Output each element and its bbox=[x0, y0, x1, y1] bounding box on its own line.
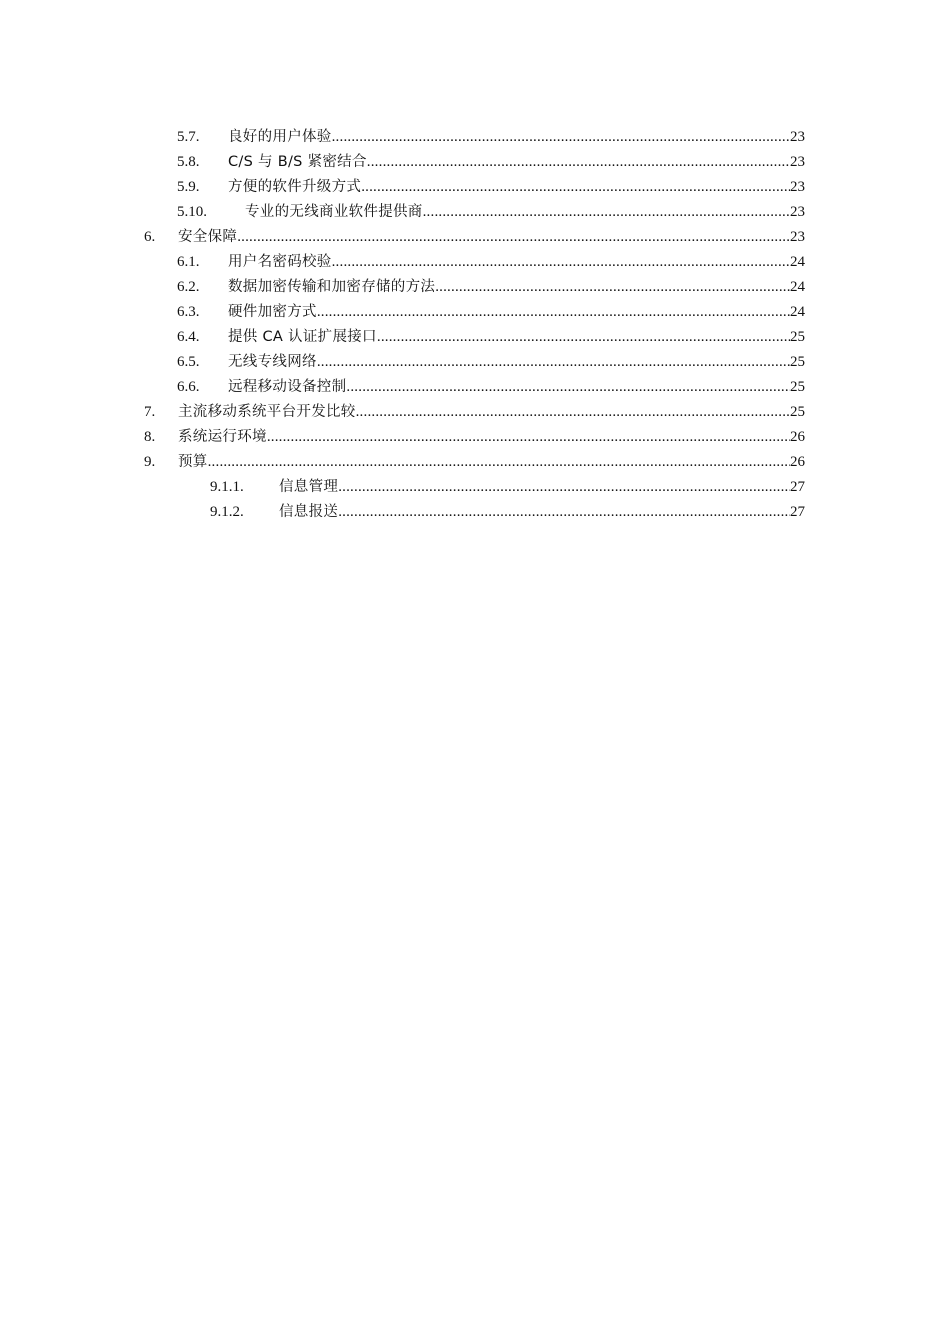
toc-entry-number: 9. bbox=[144, 454, 156, 470]
toc-entry-title: 方便的软件升级方式 bbox=[228, 179, 362, 195]
toc-entry-title: 系统运行环境 bbox=[178, 429, 267, 445]
toc-entry-number: 5.10. bbox=[177, 204, 207, 220]
toc-entry-title: 信息管理 bbox=[279, 479, 339, 495]
toc-entry-number: 6.4. bbox=[177, 329, 200, 345]
dot-leader bbox=[332, 250, 790, 275]
toc-entry-page: 25 bbox=[790, 379, 805, 395]
dot-leader bbox=[317, 350, 790, 375]
toc-entry[interactable] bbox=[0, 225, 950, 250]
toc-entry-title: 无线专线网络 bbox=[228, 354, 317, 370]
toc-entry-number: 6.2. bbox=[177, 279, 200, 295]
toc-entry[interactable] bbox=[0, 450, 950, 475]
toc-entry[interactable] bbox=[0, 400, 950, 425]
toc-entry-number: 9.1.2. bbox=[210, 504, 244, 520]
toc-entry-title: 预算 bbox=[178, 454, 208, 470]
toc-entry-title: 专业的无线商业软件提供商 bbox=[245, 204, 423, 220]
toc-entry[interactable] bbox=[0, 200, 950, 225]
dot-leader bbox=[361, 175, 790, 200]
toc-entry-page: 25 bbox=[790, 354, 805, 370]
toc-entry-page: 26 bbox=[790, 429, 805, 445]
toc-entry-title: 信息报送 bbox=[279, 504, 339, 520]
toc-entry[interactable] bbox=[0, 425, 950, 450]
toc-entry-number: 6.6. bbox=[177, 379, 200, 395]
toc-entry-title: 主流移动系统平台开发比较 bbox=[178, 404, 356, 420]
toc-entry[interactable] bbox=[0, 325, 950, 350]
toc-entry-number: 6.3. bbox=[177, 304, 200, 320]
toc-entry-number: 5.8. bbox=[177, 154, 200, 170]
toc-entry[interactable] bbox=[0, 275, 950, 300]
toc-entry-title: 远程移动设备控制 bbox=[228, 379, 347, 395]
toc-entry[interactable] bbox=[0, 250, 950, 275]
dot-leader bbox=[332, 125, 790, 150]
dot-leader bbox=[435, 275, 790, 300]
toc-entry[interactable] bbox=[0, 475, 950, 500]
toc-entry-number: 5.9. bbox=[177, 179, 200, 195]
dot-leader bbox=[237, 225, 790, 250]
toc-entry-page: 23 bbox=[790, 154, 805, 170]
dot-leader bbox=[317, 300, 790, 325]
dot-leader bbox=[346, 375, 790, 400]
toc-entry-title: 硬件加密方式 bbox=[228, 304, 317, 320]
dot-leader bbox=[423, 200, 790, 225]
toc-entry-number: 6.1. bbox=[177, 254, 200, 270]
toc-entry-page: 25 bbox=[790, 329, 805, 345]
toc-entry-page: 25 bbox=[790, 404, 805, 420]
toc-entry-page: 23 bbox=[790, 179, 805, 195]
toc-entry-number: 7. bbox=[144, 404, 156, 420]
toc-entry[interactable] bbox=[0, 150, 950, 175]
dot-leader bbox=[267, 425, 790, 450]
toc-entry-number: 6.5. bbox=[177, 354, 200, 370]
toc-entry-title: 良好的用户体验 bbox=[228, 129, 332, 145]
toc-entry-page: 26 bbox=[790, 454, 805, 470]
dot-leader bbox=[338, 475, 790, 500]
toc-entry-title: C/S 与 B/S 紧密结合 bbox=[228, 154, 367, 170]
toc-entry-number: 6. bbox=[144, 229, 156, 245]
dot-leader bbox=[356, 400, 790, 425]
toc-entry-page: 23 bbox=[790, 204, 805, 220]
toc-entry-page: 24 bbox=[790, 304, 805, 320]
dot-leader bbox=[367, 150, 790, 175]
dot-leader bbox=[208, 450, 790, 475]
toc-entry-page: 27 bbox=[790, 504, 805, 520]
toc-entry[interactable] bbox=[0, 300, 950, 325]
toc-entry-page: 23 bbox=[790, 129, 805, 145]
toc-entry-title: 用户名密码校验 bbox=[228, 254, 332, 270]
toc-entry-title: 提供 CA 认证扩展接口 bbox=[228, 329, 377, 345]
dot-leader bbox=[377, 325, 790, 350]
toc-entry[interactable] bbox=[0, 375, 950, 400]
toc-entry-number: 9.1.1. bbox=[210, 479, 244, 495]
toc-entry-page: 24 bbox=[790, 279, 805, 295]
toc-entry[interactable] bbox=[0, 175, 950, 200]
toc-entry[interactable] bbox=[0, 350, 950, 375]
toc-entry[interactable] bbox=[0, 500, 950, 525]
toc-entry-title: 数据加密传输和加密存储的方法 bbox=[228, 279, 436, 295]
toc-entry-title: 安全保障 bbox=[178, 229, 238, 245]
toc-entry[interactable] bbox=[0, 125, 950, 150]
toc-entry-number: 5.7. bbox=[177, 129, 200, 145]
toc-entry-page: 27 bbox=[790, 479, 805, 495]
toc-entry-page: 23 bbox=[790, 229, 805, 245]
dot-leader bbox=[338, 500, 790, 525]
toc-entry-page: 24 bbox=[790, 254, 805, 270]
toc-entry-number: 8. bbox=[144, 429, 156, 445]
